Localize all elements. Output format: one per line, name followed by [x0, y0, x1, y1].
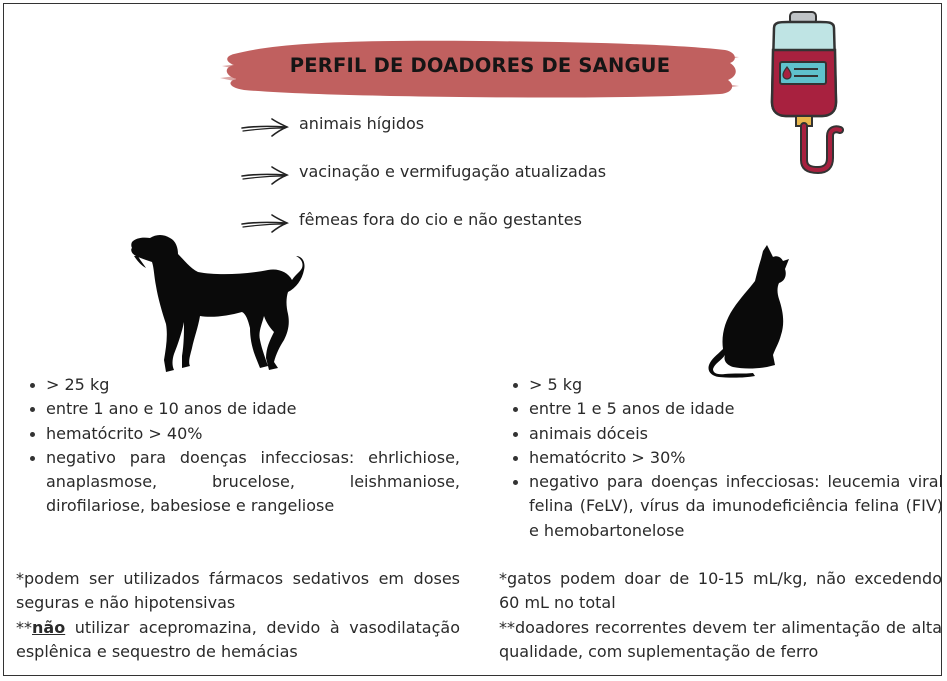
cat-requirements-list [513, 373, 943, 543]
criteria-text: animais hígidos [299, 114, 425, 133]
criteria-text: vacinação e vermifugação atualizadas [299, 162, 607, 181]
blood-bag-icon [760, 10, 855, 175]
arrow-icon [240, 164, 290, 186]
list-item: negativo para doenças infecciosas: ehrlichiose, anaplasmose, brucelose, leishmaniose, dirofilariose, babesiose e rangeliose [30, 446, 460, 519]
list-item: animais dóceis [513, 422, 943, 446]
note-emphasis: não [32, 618, 66, 637]
dog-note-sedatives: *podem ser utilizados fármacos sedativos em doses seguras e não hipotensivas [16, 569, 460, 613]
list-item: entre 1 ano e 10 anos de idade [30, 397, 460, 421]
list-item: > 25 kg [30, 373, 460, 397]
arrow-icon [240, 116, 290, 138]
dog-note-acepromazine [16, 616, 460, 665]
list-item: negativo para doenças infecciosas: leucemia viral felina (FeLV), vírus da imunodeficiência felina (FIV) e hemobartonelose [513, 470, 943, 543]
arrow-icon [240, 212, 290, 234]
note-text: utilizar acepromazina, devido à vasodilatação esplênica e sequestro de hemácias [16, 618, 460, 662]
list-item: entre 1 e 5 anos de idade [513, 397, 943, 421]
list-item: > 5 kg [513, 373, 943, 397]
cat-silhouette-icon [705, 243, 795, 378]
note-prefix: ** [16, 618, 32, 637]
dog-requirements-list [30, 373, 460, 519]
cat-note-volume: *gatos podem doar de 10-15 mL/kg, não excedendo 60 mL no total [499, 569, 942, 613]
list-item: hematócrito > 30% [513, 446, 943, 470]
criteria-text: fêmeas fora do cio e não gestantes [299, 210, 582, 229]
dog-silhouette-icon [128, 232, 308, 377]
cat-note-iron: **doadores recorrentes devem ter alimentação de alta qualidade, com suplementação de ferro [499, 618, 942, 662]
page-title: PERFIL DE DOADORES DE SANGUE [289, 54, 671, 77]
list-item: hematócrito > 40% [30, 422, 460, 446]
